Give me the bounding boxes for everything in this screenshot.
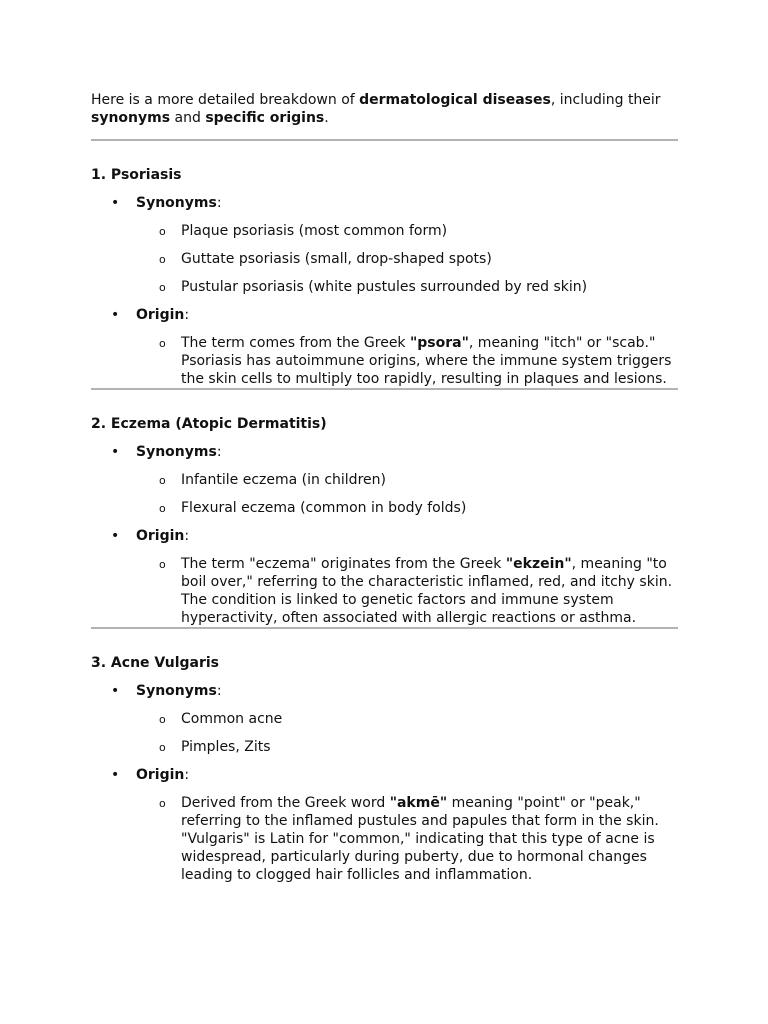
intro-text-1: Here is a more detailed breakdown of <box>91 92 360 108</box>
origin-description <box>136 794 678 884</box>
synonyms-item <box>91 443 678 517</box>
document-page <box>91 91 678 884</box>
circle-bullet-icon: o <box>159 225 166 238</box>
origin-text-before: The term comes from the Greek <box>181 335 410 351</box>
synonym-text: Guttate psoriasis (small, drop-shaped spots) <box>181 251 492 267</box>
circle-bullet-icon: o <box>159 253 166 266</box>
section-title: 3. Acne Vulgaris <box>91 655 220 671</box>
synonym-text: Infantile eczema (in children) <box>181 472 386 488</box>
origin-label: Origin <box>136 528 185 544</box>
origin-greek-term: "ekzein" <box>505 556 572 572</box>
section-eczema <box>91 390 678 629</box>
synonyms-list <box>136 471 678 517</box>
synonym-text: Common acne <box>181 711 283 727</box>
synonyms-label: Synonyms <box>136 683 217 699</box>
section-title: 2. Eczema (Atopic Dermatitis) <box>91 416 327 432</box>
origin-text-after: meaning "point" or "peak," referring to the inflamed pustules and papules that form in the skin. "Vulgaris" is Latin for "common," indicating that this type of acne is widespread, particularly during puberty, due to hormonal changes leading to clogged hair follicles and inflammation. <box>181 795 659 883</box>
label-colon: : <box>184 307 190 323</box>
circle-bullet-icon: o <box>159 558 166 571</box>
intro-bold-specific-origins: specific origins <box>205 110 325 126</box>
intro-text-2: , including their <box>550 92 661 108</box>
synonym-text: Pimples, Zits <box>181 739 271 755</box>
synonyms-label: Synonyms <box>136 195 217 211</box>
bullet-icon: • <box>111 683 120 699</box>
intro-bold-dermatological-diseases: dermatological diseases <box>359 92 551 108</box>
synonym-item <box>136 471 678 489</box>
bullet-icon: • <box>111 307 120 323</box>
origin-text-after: , meaning "to boil over," referring to the characteristic inflamed, red, and itchy skin. The condition is linked to genetic factors and immune system hyperactivity, often associated with allergic reactions or asthma. <box>181 556 673 626</box>
synonyms-list <box>136 222 678 296</box>
section-psoriasis <box>91 141 678 390</box>
intro-bold-synonyms: synonyms <box>91 110 171 126</box>
label-colon: : <box>216 444 222 460</box>
synonyms-label: Synonyms <box>136 444 217 460</box>
label-colon: : <box>216 683 222 699</box>
origin-description <box>136 555 678 627</box>
circle-bullet-icon: o <box>159 337 166 350</box>
origin-item <box>91 766 678 884</box>
synonym-text: Pustular psoriasis (white pustules surrounded by red skin) <box>181 279 588 295</box>
synonym-item <box>136 710 678 728</box>
origin-greek-term: "psora" <box>409 335 469 351</box>
circle-bullet-icon: o <box>159 281 166 294</box>
synonym-text: Flexural eczema (common in body folds) <box>181 500 467 516</box>
section-bullet-list <box>91 682 678 884</box>
label-colon: : <box>184 767 190 783</box>
origin-item <box>91 306 678 388</box>
section-bullet-list <box>91 194 678 388</box>
origin-label: Origin <box>136 307 185 323</box>
origin-text-before: The term "eczema" originates from the Greek <box>181 556 506 572</box>
section-bullet-list <box>91 443 678 627</box>
bullet-icon: • <box>111 528 120 544</box>
circle-bullet-icon: o <box>159 797 166 810</box>
intro-text-4: . <box>324 110 329 126</box>
section-title: 1. Psoriasis <box>91 167 182 183</box>
origin-text-before: Derived from the Greek word <box>181 795 390 811</box>
circle-bullet-icon: o <box>159 474 166 487</box>
synonyms-item <box>91 682 678 756</box>
origin-label: Origin <box>136 767 185 783</box>
origin-list <box>136 334 678 388</box>
circle-bullet-icon: o <box>159 713 166 726</box>
section-acne-vulgaris <box>91 629 678 884</box>
origin-greek-term: "akmē" <box>389 795 448 811</box>
synonym-item <box>136 278 678 296</box>
synonyms-list <box>136 710 678 756</box>
circle-bullet-icon: o <box>159 502 166 515</box>
origin-item <box>91 527 678 627</box>
synonym-item <box>136 499 678 517</box>
intro-text-3: and <box>170 110 206 126</box>
bullet-icon: • <box>111 195 120 211</box>
origin-description <box>136 334 678 388</box>
synonym-item <box>136 250 678 268</box>
origin-list <box>136 555 678 627</box>
circle-bullet-icon: o <box>159 741 166 754</box>
synonym-item <box>136 222 678 240</box>
synonym-text: Plaque psoriasis (most common form) <box>181 223 448 239</box>
synonyms-item <box>91 194 678 296</box>
label-colon: : <box>184 528 190 544</box>
synonym-item <box>136 738 678 756</box>
bullet-icon: • <box>111 767 120 783</box>
bullet-icon: • <box>111 444 120 460</box>
label-colon: : <box>216 195 222 211</box>
origin-list <box>136 794 678 884</box>
origin-text-after: , meaning "itch" or "scab." Psoriasis has autoimmune origins, where the immune system triggers the skin cells to multiply too rapidly, resulting in plaques and lesions. <box>181 335 672 387</box>
intro-paragraph <box>91 91 678 127</box>
